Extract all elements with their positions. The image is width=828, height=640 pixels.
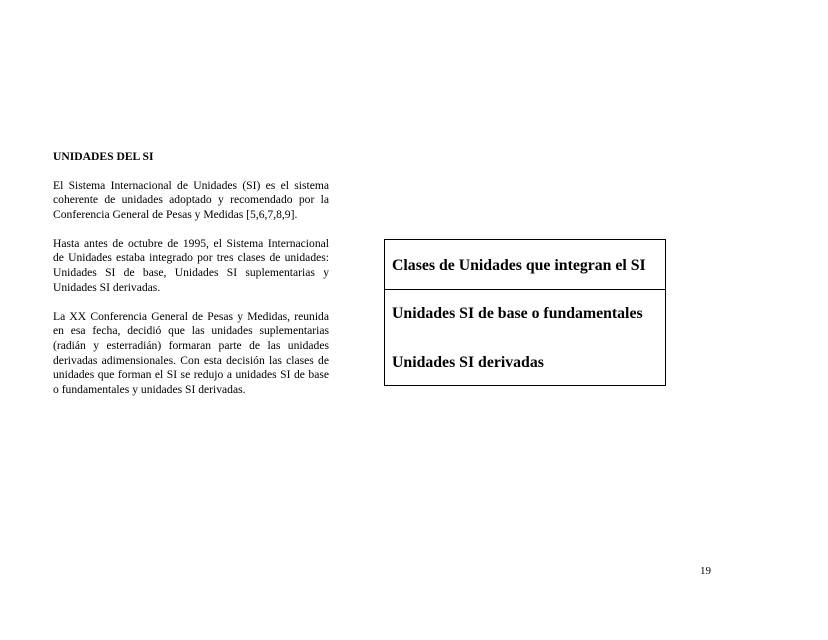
paragraph-definition: El Sistema Internacional de Unidades (SI) es el sistema coherente de unidades adoptado y recomendado por la Conferencia General de Pesas y Medidas [5,6,7,8,9]. bbox=[53, 178, 329, 221]
page-number: 19 bbox=[700, 565, 711, 577]
paragraph-history: Hasta antes de octubre de 1995, el Sistema Internacional de Unidades estaba integrado por tres clases de unidades: Unidades SI de base, Unidades SI suplementarias y Unidades SI derivadas. bbox=[53, 236, 329, 294]
si-class-derived-units: Unidades SI derivadas bbox=[392, 354, 544, 371]
si-classes-box-title: Clases de Unidades que integran el SI bbox=[385, 240, 665, 290]
si-class-base-units: Unidades SI de base o fundamentales bbox=[392, 305, 643, 322]
section-heading: UNIDADES DEL SI bbox=[53, 150, 154, 163]
text-column bbox=[53, 150, 329, 412]
paragraph-conference: La XX Conferencia General de Pesas y Medidas, reunida en esa fecha, decidió que las unidades suplementarias (radián y esterradián) formaran parte de las unidades derivadas adimensionales. Con esta decisión las clases de unidades que forman el SI se redujo a unidades SI de base o fundamentales y unidades SI derivadas. bbox=[53, 309, 329, 396]
si-classes-box bbox=[384, 239, 666, 386]
